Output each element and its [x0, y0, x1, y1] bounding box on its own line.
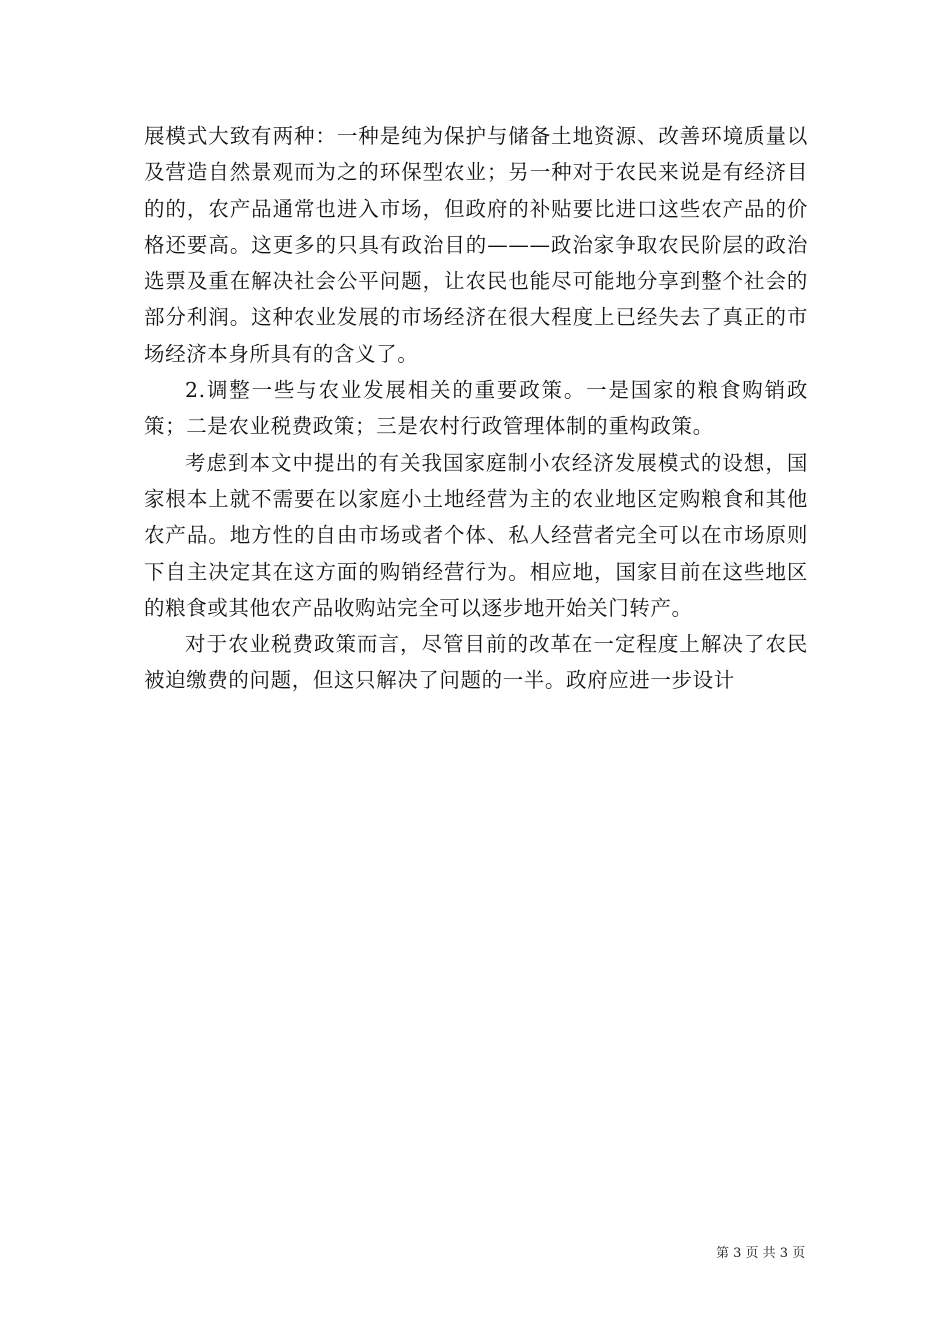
page-number-footer: 第 3 页 共 3 页	[716, 1246, 806, 1261]
paragraph-2: 2.调整一些与农业发展相关的重要政策。一是国家的粮食购销政策；二是农业税费政策；三是农村行政管理体制的重构政策。	[144, 378, 808, 439]
paragraph-4: 对于农业税费政策而言，尽管目前的改革在一定程度上解决了农民被迫缴费的问题，但这只解决了问题的一半。政府应进一步设计	[144, 632, 808, 693]
paragraph-3: 考虑到本文中提出的有关我国家庭制小农经济发展模式的设想，国家根本上就不需要在以家庭小土地经营为主的农业地区定购粮食和其他农产品。地方性的自由市场或者个体、私人经营者完全可以在市场原则下自主决定其在这方面的购销经营行为。相应地，国家目前在这些地区的粮食或其他农产品收购站完全可以逐步地开始关门转产。	[144, 450, 808, 620]
paragraph-1: 展模式大致有两种：一种是纯为保护与储备土地资源、改善环境质量以及营造自然景观而为之的环保型农业；另一种对于农民来说是有经济目的的，农产品通常也进入市场，但政府的补贴要比进口这些农产品的价格还要高。这更多的只具有政治目的———政治家争取农民阶层的政治选票及重在解决社会公平问题，让农民也能尽可能地分享到整个社会的部分利润。这种农业发展的市场经济在很大程度上已经失去了真正的市场经济本身所具有的含义了。	[144, 124, 808, 366]
document-body	[144, 118, 808, 699]
